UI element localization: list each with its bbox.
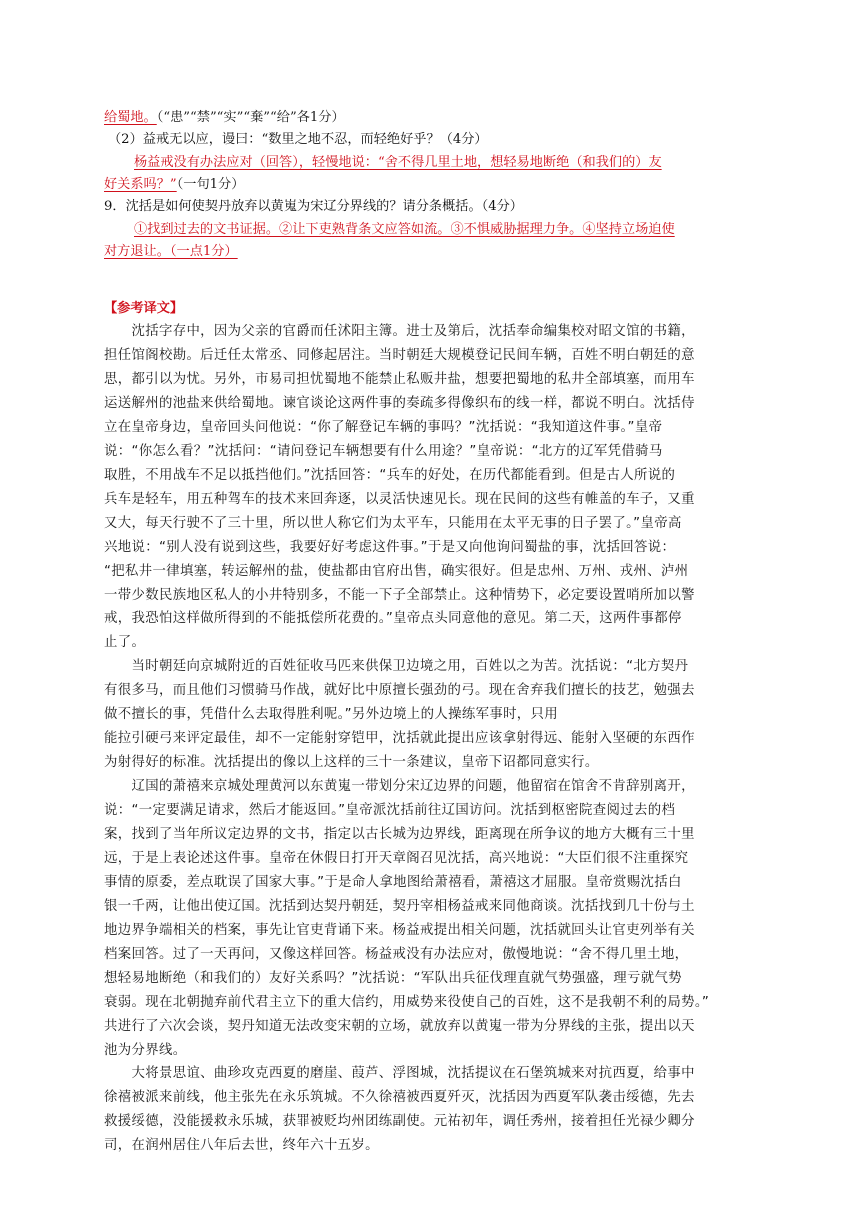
translation-line: “把私井一律填塞，转运解州的盐，使盐都由官府出售，确实很好。但是忠州、万州、戎州、泸州 bbox=[104, 563, 689, 579]
translation-line: 有很多马，而且他们习惯骑马作战，就好比中原擅长强劲的弓。现在舍弃我们擅长的技艺，勉强去 bbox=[104, 683, 695, 699]
translation-line: 戒，我恐怕这样做所得到的不能抵偿所花费的。”皇帝点头同意他的意见。第二天，这两件事都停 bbox=[104, 611, 682, 627]
answer-2-text-a: 杨益戒没有办法应对（回答），轻慢地说：“舍不得几里土地，想轻易地断绝（和我们的）友 bbox=[134, 155, 662, 170]
translation-line: 说：“一定要满足请求，然后才能返回。”皇帝派沈括前往辽国访问。沈括到枢密院查阅过去的档 bbox=[104, 803, 676, 818]
translation-line: 池为分界线。 bbox=[104, 1042, 187, 1058]
answer-1-red: 给蜀地。 bbox=[104, 110, 157, 125]
translation-line: 兵车是轻车，用五种驾车的技术来回奔逐，以灵活快速见长。现在民间的这些有帷盖的车子，又重 bbox=[104, 491, 695, 507]
translation-line: 运送解州的池盐来供给蜀地。谏官谈论这两件事的奏疏多得像织布的线一样，都说不明白。沈括侍 bbox=[104, 395, 695, 411]
translation-line: 当时朝廷向京城附近的百姓征收马匹来供保卫边境之用，百姓以之为苦。沈括说：“北方契丹 bbox=[104, 659, 689, 675]
translation-line: 为射得好的标准。沈括提出的像以上这样的三十一条建议，皇帝下诏都同意实行。 bbox=[104, 755, 599, 771]
translation-line: 立在皇帝身边，皇帝回头问他说：“你了解登记车辆的事吗？”沈括说：“我知道这件事。”皇帝 bbox=[104, 419, 663, 435]
translation-line: 又大，每天行驶不了三十里，所以世人称它们为太平车，只能用在太平无事的日子罢了。”皇帝高 bbox=[104, 515, 682, 531]
translation-line: 止了。 bbox=[104, 635, 146, 651]
translation-line: 兴地说：“别人没有说到这些，我要好好考虑这件事。”于是又向他询问蜀盐的事，沈括回答说： bbox=[104, 539, 676, 555]
translation-line: 徐禧被派来前线，他主张先在永乐筑城。不久徐禧被西夏歼灭，沈括因为西夏军队袭击绥德，先去 bbox=[104, 1090, 695, 1106]
translation-line: 共进行了六次会谈，契丹知道无法改变宋朝的立场，就放弃以黄嵬一带为分界线的主张，提出以天 bbox=[104, 1018, 695, 1034]
answer-9-text-a: ①找到过去的文书证据。②让下吏熟背条文应答如流。③不惧威胁据理力争。④坚持立场迫使 bbox=[134, 222, 675, 237]
translation-line: 档案回答。过了一天再问，又像这样回答。杨益戒没有办法应对，傲慢地说：“舍不得几里土地， bbox=[104, 946, 689, 962]
question-2: （2）益戒无以应，谩曰：“数里之地不忍，而轻绝好乎？（4分） bbox=[108, 132, 488, 147]
translation-line: 想轻易地断绝（和我们的）友好关系吗？”沈括说：“军队出兵征伐理直就气势强盛，理亏就气势 bbox=[104, 970, 682, 986]
translation-line: 司，在润州居住八年后去世，终年六十五岁。 bbox=[104, 1138, 379, 1154]
translation-line: 地边界争端相关的档案，事先让官吏背诵下来。杨益戒提出相关问题，沈括就回头让官吏列举有关 bbox=[104, 922, 695, 938]
answer-9-text-b: 对方退让。（一点1分） bbox=[104, 244, 238, 259]
answer-2-score: （一句1分） bbox=[176, 177, 245, 192]
question-9: 9．沈括是如何使契丹放弃以黄嵬为宋辽分界线的？请分条概括。（4分） bbox=[104, 199, 523, 214]
translation-line: 辽国的萧禧来京城处理黄河以东黄嵬一带划分宋辽边界的问题，他留宿在馆舍不肯辞别离开， bbox=[104, 779, 695, 794]
translation-line: 说：“你怎么看？”沈括问：“请问登记车辆想要有什么用途？”皇帝说：“北方的辽军凭借骑马 bbox=[104, 443, 663, 459]
translation-line: 沈括字存中，因为父亲的官爵而任沭阳主簿。进士及第后，沈括奉命编集校对昭文馆的书籍， bbox=[104, 324, 695, 339]
translation-line: 远，于是上表论述这件事。皇帝在休假日打开天章阁召见沈括，高兴地说：“大臣们很不注重探究 bbox=[104, 850, 689, 866]
translation-line: 衰弱。现在北朝抛弃前代君主立下的重大信约，用威势来役使自己的百姓，这不是我朝不利的局势。” bbox=[104, 994, 710, 1010]
answer-2-text-b: 好关系吗？” bbox=[104, 177, 177, 192]
answer-9-line-a bbox=[134, 219, 675, 241]
translation-line: 能拉引硬弓来评定最佳，却不一定能射穿铠甲，沈括就此提出应该拿射得远、能射入坚硬的东西作 bbox=[104, 731, 695, 747]
answer-line-1 bbox=[104, 107, 345, 129]
answer-2-line-a bbox=[134, 152, 662, 174]
translation-line: 大将景思谊、曲珍攻克西夏的磨崖、葭芦、浮图城，沈括提议在石堡筑城来对抗西夏，给事中 bbox=[104, 1066, 695, 1082]
translation-line: 担任馆阁校勘。后迁任太常丞、同修起居注。当时朝廷大规模登记民间车辆，百姓不明白朝廷的意 bbox=[104, 347, 695, 363]
translation-line: 救援绥德，没能援救永乐城，获罪被贬均州团练副使。元祐初年，调任秀州，接着担任光禄少卿分 bbox=[104, 1114, 695, 1130]
translation-line: 案，找到了当年所议定边界的文书，指定以古长城为边界线，距离现在所争议的地方大概有三十里 bbox=[104, 827, 695, 842]
translation-line: 取胜，不用战车不足以抵挡他们。”沈括回答：“兵车的好处，在历代都能看到。但是古人所说的 bbox=[104, 467, 676, 483]
translation-line: 思，都引以为忧。另外，市易司担忧蜀地不能禁止私贩井盐，想要把蜀地的私井全部填塞，而用车 bbox=[104, 371, 695, 387]
translation-line: 一带少数民族地区私人的小井特别多，不能一下子全部禁止。这种情势下，必定要设置哨所加以警 bbox=[104, 587, 695, 603]
translation-heading: 【参考译文】 bbox=[104, 301, 184, 316]
answer-1-score: （“患”“禁”“实”“棄”“给”各1分） bbox=[156, 110, 345, 125]
answer-9-line-b bbox=[104, 241, 238, 263]
translation-line: 银一千两，让他出使辽国。沈括到达契丹朝廷，契丹宰相杨益戒来同他商谈。沈括找到几十份与土 bbox=[104, 898, 695, 914]
translation-line: 做不擅长的事，凭借什么去取得胜利呢。”另外边境上的人操练军事时，只用 bbox=[104, 707, 559, 723]
translation-line: 事情的原委，差点耽误了国家大事。”于是命人拿地图给萧禧看，萧禧这才屈服。皇帝赏赐沈括白 bbox=[104, 874, 682, 890]
answer-2-line-b bbox=[104, 174, 244, 196]
